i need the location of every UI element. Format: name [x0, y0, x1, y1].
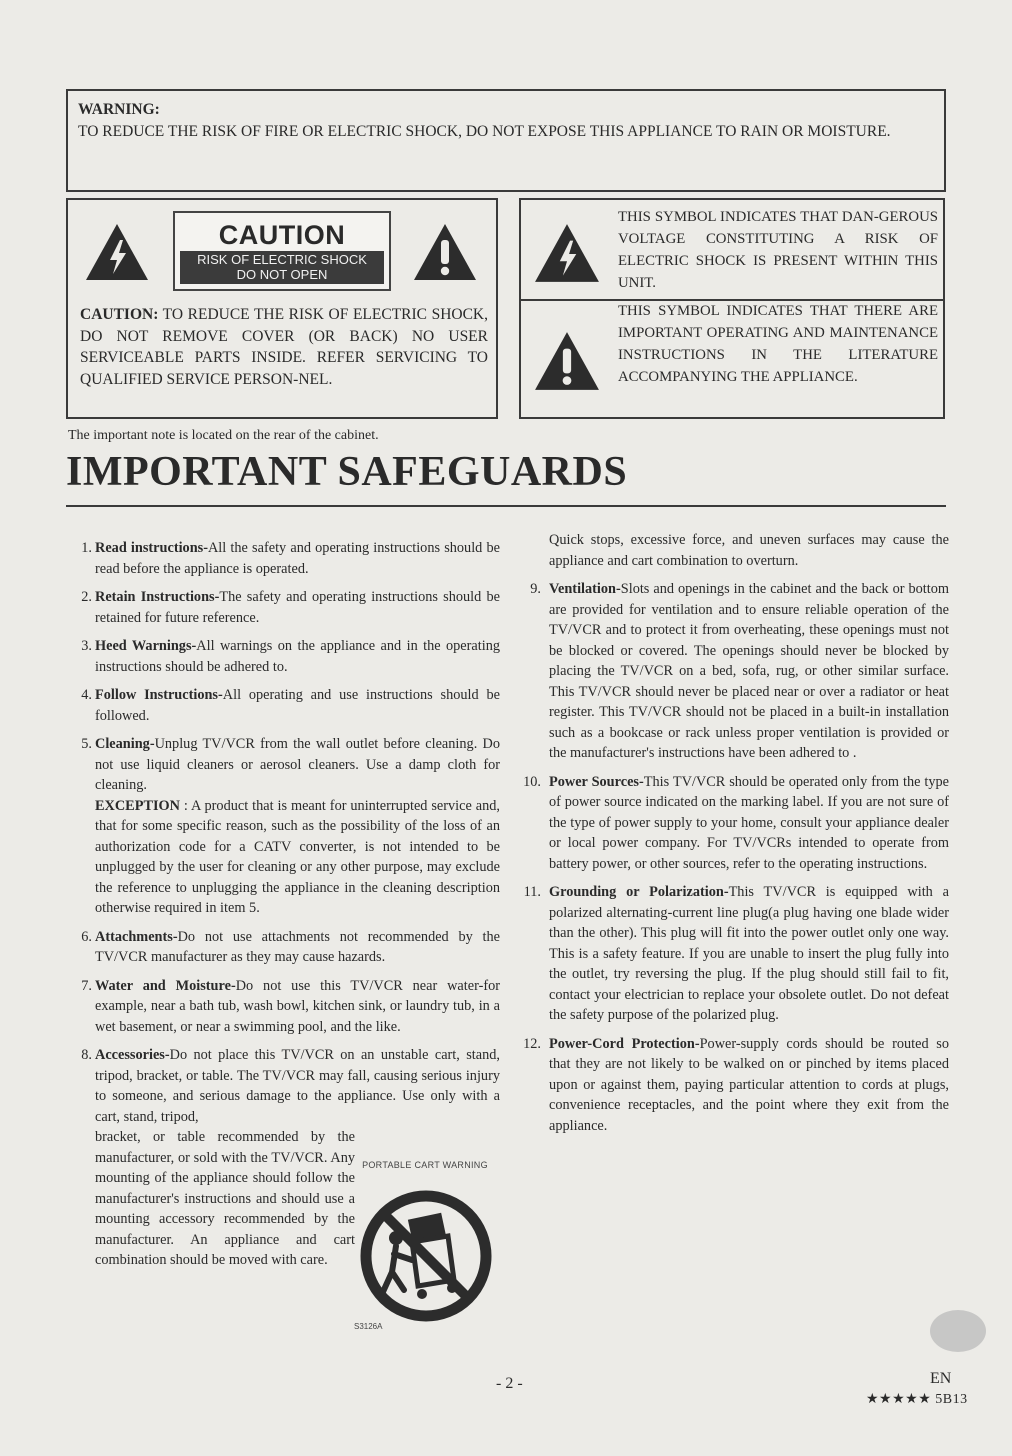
list-item: 5. Cleaning-Unplug TV/VCR from the wall outlet before cleaning. Do not use liquid cleaners or aerosol cleaners. Use a damp cloth for cleaning.	[81, 736, 500, 793]
portable-cart-warning	[352, 1155, 498, 1335]
document-code: ★★★★★ 5B13	[866, 1392, 968, 1407]
list-item: 2. Retain Instructions-The safety and operating instructions should be retained for future reference.	[81, 589, 500, 626]
list-item: 8. Accessories-Do not place this TV/VCR on an unstable cart, stand, tripod, bracket, or table. The TV/VCR may fall, causing serious injury to someone, and serious damage to the appliance. Use only with a cart, stand, tripod,	[81, 1047, 500, 1125]
caution-heading: CAUTION	[218, 220, 346, 250]
exclamation-symbol-text: THIS SYMBOL INDICATES THAT THERE ARE IMPORTANT OPERATING AND MAINTENANCE INSTRUCTIONS IN THE LITERATURE ACCOMPANYING THE APPLIANCE.	[618, 303, 938, 385]
lightning-triangle-icon	[533, 222, 601, 284]
warning-box	[66, 89, 946, 192]
page-number: - 2 -	[496, 1375, 523, 1392]
right-column	[522, 530, 949, 1144]
warning-title: WARNING:	[78, 101, 160, 118]
warning-text: TO REDUCE THE RISK OF FIRE OR ELECTRIC SHOCK, DO NOT EXPOSE THIS APPLIANCE TO RAIN OR MOISTURE.	[78, 123, 891, 140]
caution-text-body: TO REDUCE THE RISK OF ELECTRIC SHOCK, DO NOT REMOVE COVER (OR BACK) NO USER SERVICEABLE PARTS INSIDE. REFER SERVICING TO QUALIFIED SERVICE PERSON-NEL.	[80, 306, 488, 388]
exclamation-triangle-icon	[412, 222, 478, 282]
item8-continuation-text: bracket, or table recommended by the manufacturer, or sold with the TV/VCR. Any mounting of the appliance should follow the manufacturer's instructions and should use a mounting accessory recommended by the manufacturer. An appliance and cart combination should be moved with care.	[95, 1129, 355, 1268]
list-item: 6. Attachments-Do not use attachments not recommended by the TV/VCR manufacturer as they may cause hazards.	[81, 928, 500, 965]
caution-text	[80, 304, 488, 390]
list-item: 10. Power Sources-This TV/VCR should be operated only from the type of power source indicated on the marking label. If you are not sure of the type of power supply to your home, consult your appliance dealer or local power company. For TV/VCRs intended to operate from battery power, or other sources, refer to the operating instructions.	[523, 773, 950, 872]
binder-hole	[930, 1310, 986, 1352]
left-column	[72, 538, 500, 1335]
caution-box	[66, 198, 498, 419]
list-item: 7. Water and Moisture-Do not use this TV/VCR near water-for example, near a bath tub, wash bowl, kitchen sink, or laundry tub, in a wet basement, or near a swimming pool, and the like.	[81, 977, 500, 1035]
caution-text-lead: CAUTION:	[80, 306, 159, 323]
list-item: 1. Read instructions-All the safety and operating instructions should be read before the appliance is operated.	[81, 540, 500, 577]
language-code: EN	[930, 1370, 952, 1387]
title-rule	[66, 505, 946, 507]
exception-label: EXCEPTION	[95, 797, 180, 814]
caution-band-line2: DO NOT OPEN	[236, 267, 328, 282]
page-title: IMPORTANT SAFEGUARDS	[66, 449, 628, 495]
exclamation-triangle-icon	[533, 330, 601, 392]
exception-text: : A product that is meant for uninterrupted service and, that for some specific reason, such as the possibility of the loss of an authorization code for a CATV converter, is not intended to be unplugged by the user for cleaning or any other purpose, may exclude the reference to unplugging the appliance in the cleaning description otherwise required in item 5.	[95, 797, 500, 916]
list-item: 3. Heed Warnings-All warnings on the appliance and in the operating instructions should be adhered to.	[81, 638, 500, 675]
cart-code: S3126A	[354, 1322, 383, 1331]
lightning-triangle-icon	[84, 222, 150, 282]
lightning-symbol-text: THIS SYMBOL INDICATES THAT DAN-GEROUS VOLTAGE CONSTITUTING A RISK OF ELECTRIC SHOCK IS PRESENT WITHIN THIS UNIT.	[618, 209, 938, 291]
caution-band-line1: RISK OF ELECTRIC SHOCK	[197, 252, 367, 267]
list-item: 4. Follow Instructions-All operating and use instructions should be followed.	[81, 687, 500, 724]
item8-continuation	[72, 1127, 500, 1331]
list-item: 9. Ventilation-Slots and openings in the cabinet and the back or bottom are provided for ventilation and to ensure reliable operation of the TV/VCR and to protect it from overheating, these openings must not be blocked or covered. The openings should never be blocked by placing the TV/VCR on a bed, sofa, rug, or other similar surface. This TV/VCR should never be placed near or over a radiator or heat register. This TV/VCR should not be placed in a built-in installation such as a bookcase or rack unless proper ventilation is provided or the manufacturer's instructions have been adhered to .	[530, 581, 949, 761]
list-item: 12. Power-Cord Protection-Power-supply cords should be routed so that they are not likely to be walked on or pinched by items placed upon or against them, paying particular attention to cords at plugs, convenience receptacles, and the point where they exit from the appliance.	[523, 1035, 949, 1134]
caution-label	[173, 211, 391, 291]
list-item: 11. Grounding or Polarization-This TV/VCR is equipped with a polarized alternating-current line plug(a plug having one blade wider than the other). This plug will fit into the power outlet only one way. This is a safety feature. If you are unable to insert the plug fully into the outlet, try reversing the plug. If the plug should still fail to fit, contact your electrician to replace your obsolete outlet. Do not defeat the safety purpose of the polarized plug.	[523, 884, 949, 1023]
rear-note: The important note is located on the rear of the cabinet.	[68, 428, 379, 443]
exception-paragraph	[72, 796, 500, 919]
symbols-box	[519, 198, 945, 419]
caution-band	[180, 251, 384, 284]
cart-caption: PORTABLE CART WARNING	[362, 1160, 488, 1170]
cart-tipping-icon	[352, 1176, 498, 1336]
item8-right-continuation: Quick stops, excessive force, and uneven surfaces may cause the appliance and cart combination to overturn.	[549, 532, 949, 569]
